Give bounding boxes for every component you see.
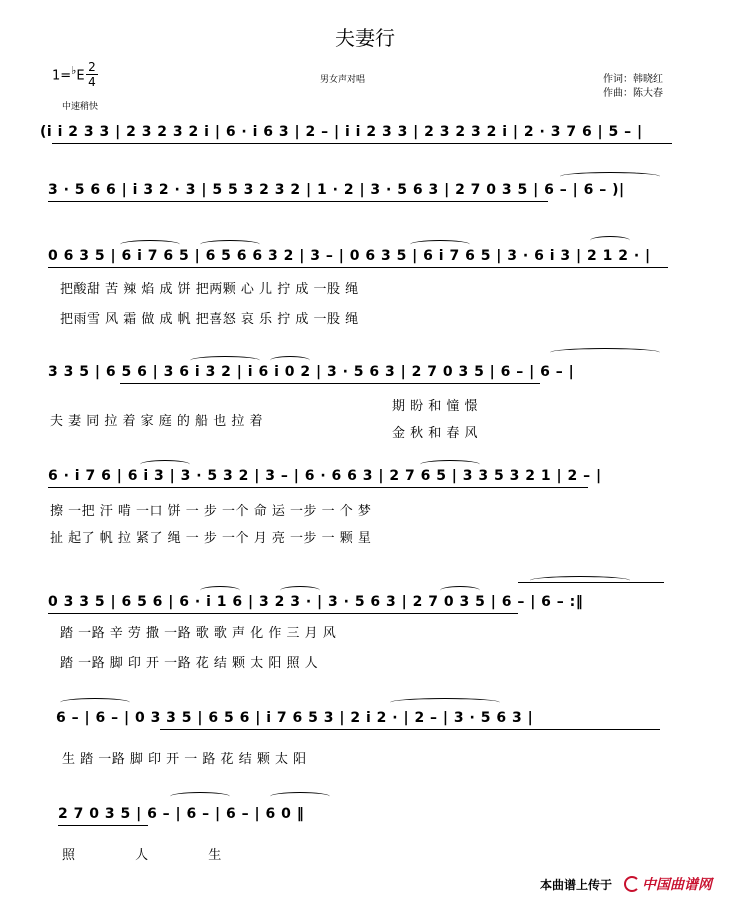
notation-system-1: (i i 2 3 3 | 2 3 2 3 2 i | 6 · i 6 3 | 2 – | i i 2 3 3 | 2 3 2 3 2 i | 2 · 3 7 6 | 5 – | xyxy=(40,124,643,140)
lyrics-system-4-verse-2b: 金 秋 和 春 风 xyxy=(392,426,479,441)
site-logo-icon xyxy=(624,876,640,892)
composer-credit: 作曲：陈大春 xyxy=(603,88,663,99)
key-signature xyxy=(52,64,85,83)
lyrics-system-4-verse-1: 夫 妻 同 拉 着 家 庭 的 船 也 拉 着 xyxy=(50,414,263,429)
meter-bottom: 4 xyxy=(86,74,98,89)
tempo-marking: 中速稍快 xyxy=(62,102,99,112)
key-prefix: 1= xyxy=(52,68,72,84)
meter-top: 2 xyxy=(88,60,96,74)
notation-system-6: 0 3 3 5 | 6 5 6 | 6 · i 1 6 | 3 2 3 · | 3 · 5 6 3 | 2 7 0 3 5 | 6 – | 6 – :‖ xyxy=(48,594,584,610)
notation-system-3: 0 6 3 5 | 6 i 7 6 5 | 6 5 6 6 3 2 | 3 – | 0 6 3 5 | 6 i 7 6 5 | 3 · 6 i 3 | 2 1 2 · | xyxy=(48,248,651,264)
key-note: E xyxy=(76,68,85,84)
lyrics-system-4-verse-1b: 期 盼 和 憧 憬 xyxy=(392,399,479,414)
notation-system-4: 3 3 5 | 6 5 6 | 3 6 i 3 2 | i 6 i 0 2 | 3 · 5 6 3 | 2 7 0 3 5 | 6 – | 6 – | xyxy=(48,364,575,380)
upload-note: 本曲谱上传于 xyxy=(540,878,613,892)
time-signature xyxy=(86,60,98,89)
key-flat: ♭ xyxy=(71,64,77,77)
site-logo-text[interactable]: 中国曲谱网 xyxy=(642,877,712,893)
lyrics-system-5-verse-2: 扯 起了 帆 拉 紧了 绳 一 步 一个 月 亮 一步 一 颗 星 xyxy=(50,531,372,546)
lyrics-system-6-verse-1: 踏 一路 辛 劳 撒 一路 歌 歌 声 化 作 三 月 风 xyxy=(60,626,337,641)
lyrics-system-5-verse-1: 擦 一把 汗 啃 一口 饼 一 步 一个 命 运 一步 一 个 梦 xyxy=(50,504,372,519)
lyrics-system-3-verse-1: 把酸甜 苦 辣 焰 成 饼 把两颗 心 儿 拧 成 一股 绳 xyxy=(60,282,359,297)
lyricist-credit: 作词：韩晓红 xyxy=(603,74,663,85)
notation-system-7: 6 – | 6 – | 0 3 3 5 | 6 5 6 | i 7 6 5 3 | 2 i 2 · | 2 – | 3 · 5 6 3 | xyxy=(56,710,534,726)
voice-marking: 男女声对唱 xyxy=(320,75,366,85)
score-title: 夫妻行 xyxy=(335,26,395,50)
notation-system-8: 2 7 0 3 5 | 6 – | 6 – | 6 – | 6 0 ‖ xyxy=(58,806,305,822)
lyrics-system-6-verse-2: 踏 一路 脚 印 开 一路 花 结 颗 太 阳 照 人 xyxy=(60,656,319,671)
notation-system-5: 6 · i 7 6 | 6 i 3 | 3 · 5 3 2 | 3 – | 6 · 6 6 3 | 2 7 6 5 | 3 3 5 3 2 1 | 2 – | xyxy=(48,468,602,484)
notation-system-2: 3 · 5 6 6 | i 3 2 · 3 | 5 5 3 2 3 2 | 1 · 2 | 3 · 5 6 3 | 2 7 0 3 5 | 6 – | 6 – )| xyxy=(48,182,625,198)
lyrics-system-7: 生 踏 一路 脚 印 开 一 路 花 结 颗 太 阳 xyxy=(62,752,307,767)
lyrics-system-3-verse-2: 把雨雪 风 霜 做 成 帆 把喜怒 哀 乐 拧 成 一股 绳 xyxy=(60,312,359,327)
lyrics-system-8: 照 人 生 xyxy=(62,848,250,863)
